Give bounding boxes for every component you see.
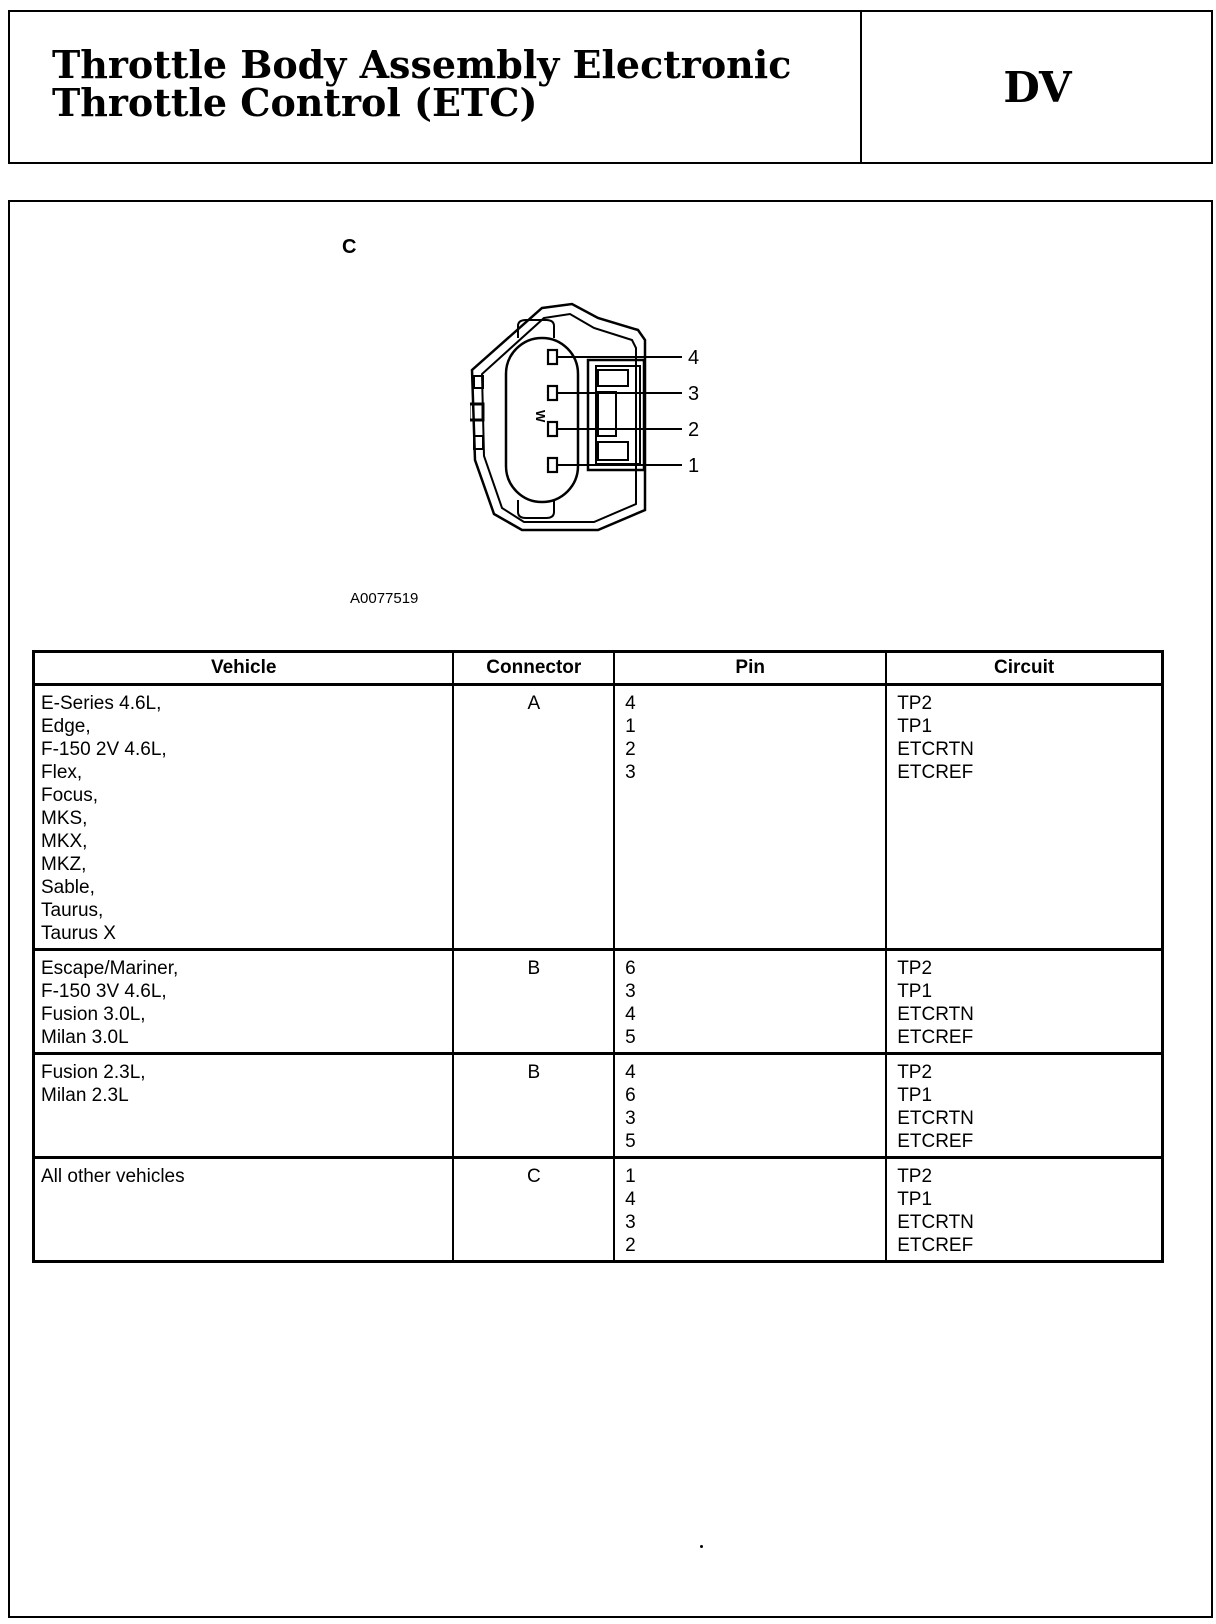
pin-2 — [548, 422, 557, 436]
pin-label-2: 2 — [688, 419, 700, 441]
table-row — [34, 685, 1163, 950]
vehicle-cell — [34, 685, 454, 950]
section-code: DV — [1003, 62, 1072, 112]
circuit-name: TP2 — [897, 1166, 933, 1187]
header-pin: Pin — [614, 652, 886, 685]
connector-label: C — [342, 236, 357, 258]
pin-1 — [548, 458, 557, 472]
vehicle-name: Milan 2.3L — [41, 1085, 129, 1106]
vehicle-cell — [34, 1158, 454, 1262]
circuit-name: TP1 — [897, 1189, 933, 1210]
pin-number: 3 — [625, 1108, 636, 1129]
vehicle-name: E-Series 4.6L, — [41, 693, 162, 714]
pin-cell — [614, 950, 886, 1054]
header-vehicle: Vehicle — [34, 652, 454, 685]
vehicle-name: Flex, — [41, 762, 83, 783]
table-header-row — [34, 652, 1163, 685]
pin-number: 4 — [625, 693, 636, 714]
pin-number: 5 — [625, 1027, 636, 1048]
vehicle-name: Sable, — [41, 877, 95, 898]
header-connector: Connector — [453, 652, 614, 685]
circuit-name: ETCRTN — [897, 1212, 974, 1233]
vehicle-name: Milan 3.0L — [41, 1027, 129, 1048]
pin-number: 1 — [625, 1166, 636, 1187]
title-line-2: Throttle Control (ETC) — [52, 80, 538, 125]
circuit-cell — [886, 1054, 1162, 1158]
vehicle-name: MKX, — [41, 831, 88, 852]
pin-label-1: 1 — [688, 455, 700, 477]
vehicle-name: Fusion 2.3L, — [41, 1062, 146, 1083]
circuit-name: ETCRTN — [897, 1108, 974, 1129]
circuit-name: ETCREF — [897, 1027, 974, 1048]
vehicle-name: All other vehicles — [41, 1166, 185, 1187]
vehicle-cell — [34, 950, 454, 1054]
circuit-name: ETCRTN — [897, 739, 974, 760]
terminal-shroud-inner — [596, 366, 640, 464]
pinout-table — [32, 650, 1164, 1263]
pin-4 — [548, 350, 557, 364]
pin-number: 2 — [625, 1235, 636, 1256]
pin-number: 1 — [625, 716, 636, 737]
header-box — [8, 10, 1213, 164]
vehicle-name: MKS, — [41, 808, 88, 829]
vehicle-name: Fusion 3.0L, — [41, 1004, 146, 1025]
vehicle-name: MKZ, — [41, 854, 87, 875]
vehicle-name: Escape/Mariner, — [41, 958, 179, 979]
vehicle-name: F-150 3V 4.6L, — [41, 981, 167, 1002]
pin-number: 6 — [625, 958, 636, 979]
circuit-cell — [886, 1158, 1162, 1262]
pin-number: 4 — [625, 1189, 636, 1210]
connector-cell: C — [453, 1158, 614, 1262]
circuit-cell — [886, 950, 1162, 1054]
terminal-block-bottom — [598, 442, 628, 460]
pin-number: 5 — [625, 1131, 636, 1152]
pin-number: 6 — [625, 1085, 636, 1106]
vehicle-name: Edge, — [41, 716, 91, 737]
title-line-1: Throttle Body Assembly Electronic — [52, 42, 792, 87]
pin-cell — [614, 1158, 886, 1262]
circuit-cell — [886, 685, 1162, 950]
circuit-name: TP1 — [897, 1085, 933, 1106]
pin-label-4: 4 — [688, 347, 700, 369]
table-row — [34, 950, 1163, 1054]
pin-number: 2 — [625, 739, 636, 760]
connector-cell: B — [453, 950, 614, 1054]
circuit-name: ETCREF — [897, 1235, 974, 1256]
circuit-name: TP2 — [897, 1062, 933, 1083]
circuit-name: ETCRTN — [897, 1004, 974, 1025]
table-row — [34, 1054, 1163, 1158]
header-circuit: Circuit — [886, 652, 1162, 685]
vehicle-name: Focus, — [41, 785, 99, 806]
pin-label-3: 3 — [688, 383, 700, 405]
circuit-name: ETCREF — [897, 762, 974, 783]
figure-id: A0077519 — [350, 590, 419, 607]
pin-number: 3 — [625, 1212, 636, 1233]
pin-cell — [614, 1054, 886, 1158]
pin-number: 4 — [625, 1062, 636, 1083]
circuit-name: ETCREF — [897, 1131, 974, 1152]
latch-slot-2 — [470, 404, 483, 420]
circuit-name: TP1 — [897, 716, 933, 737]
circuit-name: TP2 — [897, 958, 933, 979]
pin-3 — [548, 386, 557, 400]
vehicle-name: F-150 2V 4.6L, — [41, 739, 167, 760]
circuit-name: TP1 — [897, 981, 933, 1002]
table-row — [34, 1158, 1163, 1262]
center-marking: W — [533, 410, 548, 423]
pin-number: 4 — [625, 1004, 636, 1025]
vehicle-name: Taurus X — [41, 923, 116, 944]
vehicle-cell — [34, 1054, 454, 1158]
terminal-block-top — [598, 370, 628, 386]
connector-cell: B — [453, 1054, 614, 1158]
page-speck — [700, 1545, 703, 1548]
pin-number: 3 — [625, 981, 636, 1002]
pin-number: 3 — [625, 762, 636, 783]
circuit-name: TP2 — [897, 693, 933, 714]
document-title — [52, 42, 812, 125]
vehicle-name: Taurus, — [41, 900, 104, 921]
pin-cell — [614, 685, 886, 950]
connector-diagram — [470, 300, 750, 560]
connector-cell: A — [453, 685, 614, 950]
